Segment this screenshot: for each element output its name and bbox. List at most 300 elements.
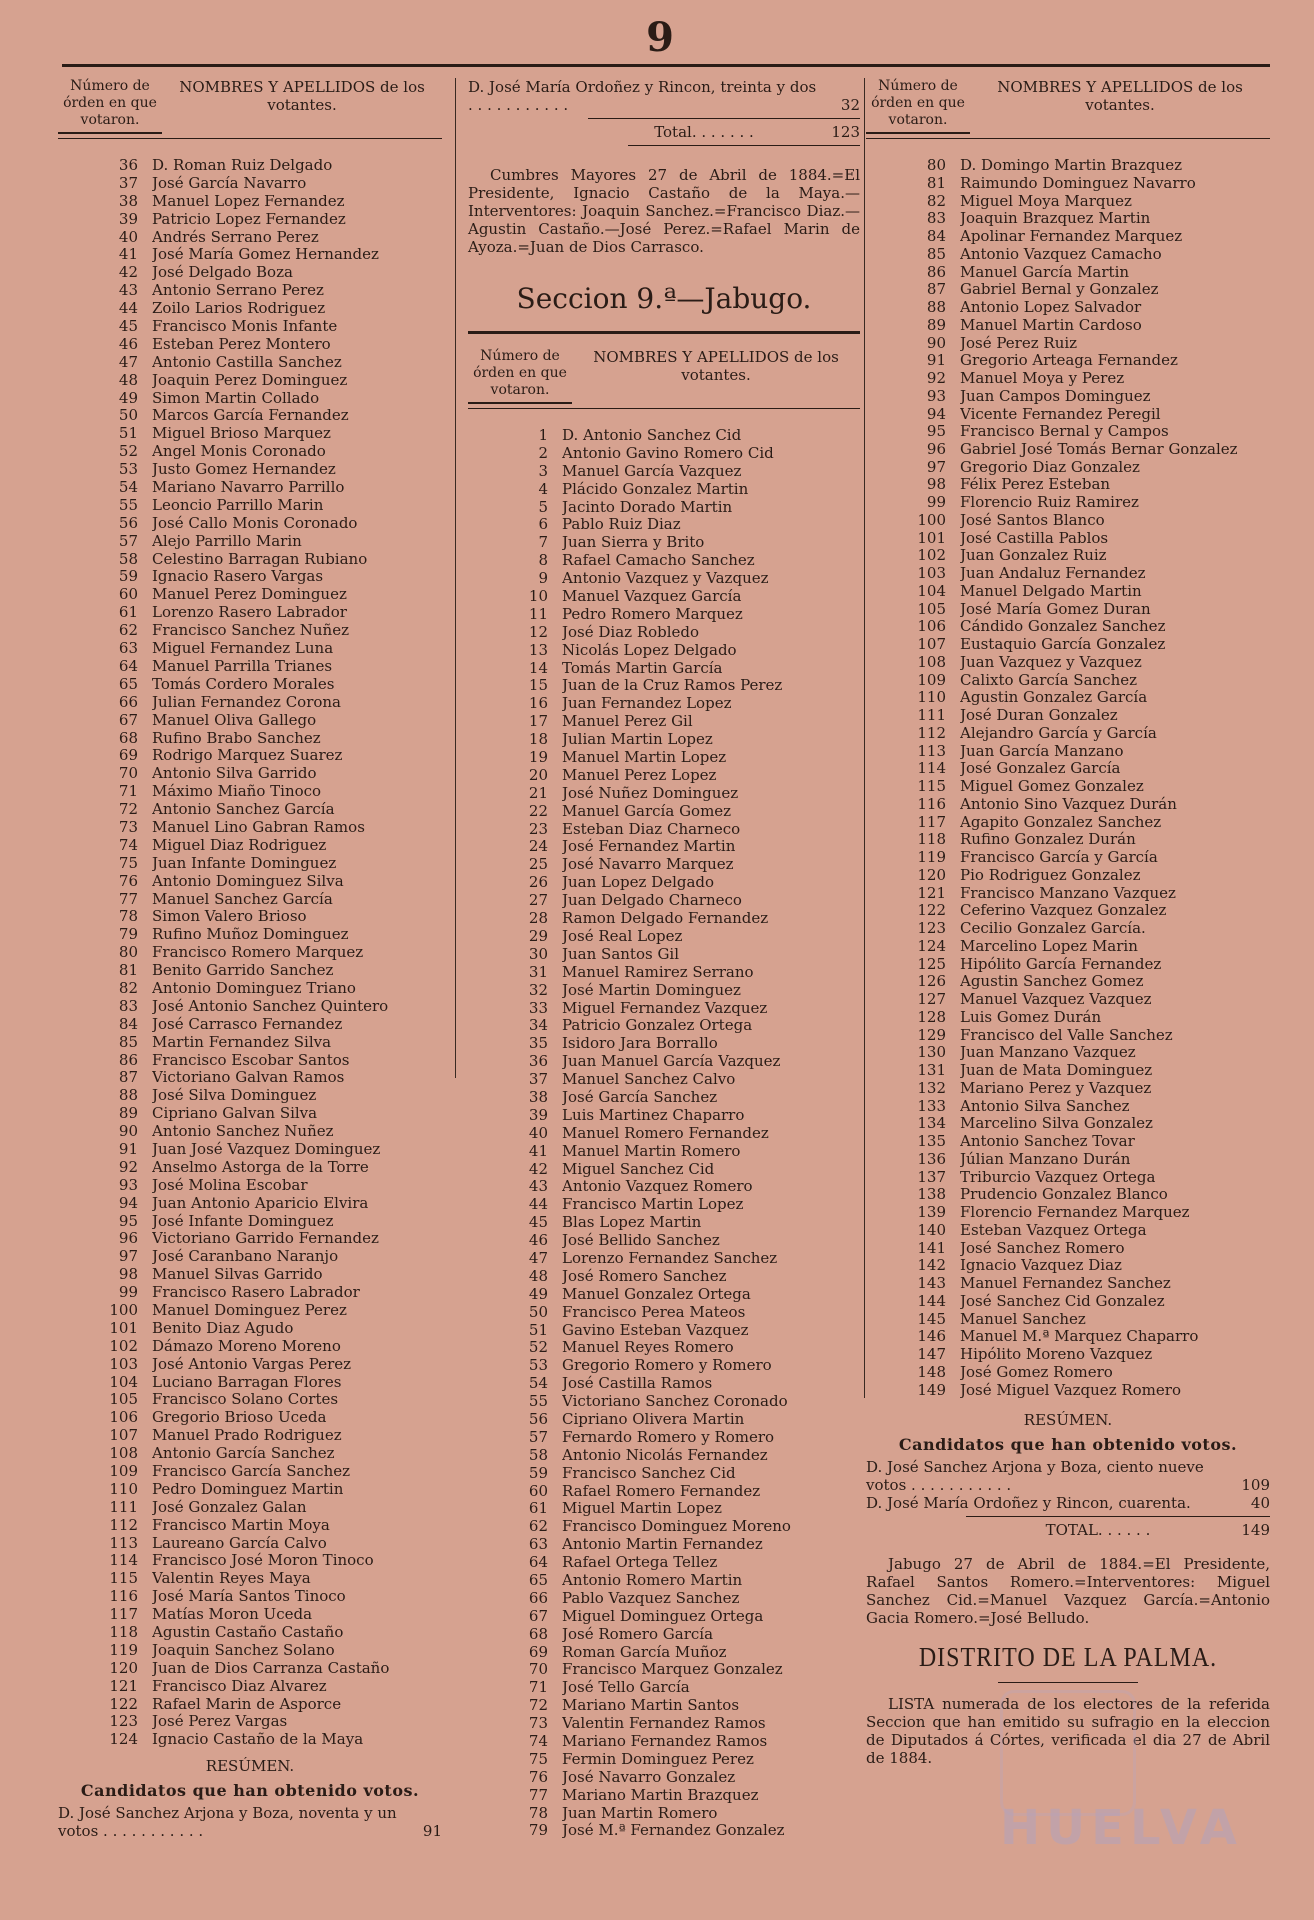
voter-row bbox=[58, 1642, 442, 1660]
voter-name: José M.ª Fernandez Gonzalez bbox=[562, 1822, 785, 1840]
voter-name: Antonio Vazquez Romero bbox=[562, 1178, 753, 1196]
voter-row bbox=[468, 1035, 860, 1053]
voter-number: 127 bbox=[917, 990, 946, 1008]
voter-number: 64 bbox=[528, 1553, 548, 1572]
voter-row bbox=[866, 938, 1270, 956]
voter-name: Manuel Delgado Martin bbox=[960, 582, 1142, 600]
voter-row bbox=[866, 885, 1270, 903]
voter-row bbox=[58, 765, 442, 783]
voter-number: 99 bbox=[118, 1283, 138, 1302]
voter-number: 91 bbox=[926, 351, 946, 370]
voter-name: Juan José Vazquez Dominguez bbox=[152, 1140, 381, 1158]
voter-row bbox=[468, 463, 860, 481]
voter-number: 41 bbox=[528, 1141, 548, 1160]
voter-row bbox=[866, 246, 1270, 264]
voter-name: José Duran Gonzalez bbox=[960, 707, 1118, 724]
voter-name: Juan Fernandez Lopez bbox=[562, 695, 732, 713]
voter-row bbox=[866, 1062, 1270, 1080]
voter-number: 23 bbox=[528, 819, 548, 838]
voter-name: Antonio Sanchez García bbox=[152, 801, 335, 819]
voter-row bbox=[866, 512, 1270, 530]
voter-row bbox=[866, 973, 1270, 991]
voter-row bbox=[58, 1391, 442, 1409]
voter-name: Francisco Martin Moya bbox=[152, 1516, 330, 1534]
voter-name: Anselmo Astorga de la Torre bbox=[152, 1158, 369, 1176]
voter-number: 79 bbox=[118, 925, 138, 944]
voter-name: Celestino Barragan Rubiano bbox=[152, 550, 368, 568]
voter-name: Luis Martinez Chaparro bbox=[562, 1106, 745, 1124]
voter-number: 96 bbox=[118, 1229, 138, 1248]
names-header: NOMBRES Y APELLIDOS de los votantes. bbox=[593, 348, 839, 384]
voter-number: 125 bbox=[917, 954, 946, 973]
voter-row bbox=[866, 317, 1270, 335]
voter-row bbox=[468, 695, 860, 713]
voter-name: Francisco Dominguez Moreno bbox=[562, 1518, 791, 1536]
voter-name: Julian Fernandez Corona bbox=[152, 693, 342, 711]
voter-number: 129 bbox=[917, 1025, 946, 1044]
voter-name: Marcos García Fernandez bbox=[152, 407, 349, 425]
voter-name: D. Domingo Martin Brazquez bbox=[960, 157, 1182, 174]
voter-name: Manuel Ramirez Serrano bbox=[562, 963, 754, 981]
voter-row bbox=[58, 1087, 442, 1105]
voter-name: Manuel Parrilla Trianes bbox=[152, 657, 333, 675]
voter-row bbox=[58, 372, 442, 390]
voter-name: Florencio Ruiz Ramirez bbox=[960, 494, 1139, 511]
voter-row bbox=[468, 642, 860, 660]
voter-name: Victoriano Garrido Fernandez bbox=[152, 1230, 379, 1248]
voter-name: Juan Infante Dominguez bbox=[152, 854, 337, 872]
voter-number: 4 bbox=[538, 479, 548, 498]
voter-name: José García Sanchez bbox=[562, 1088, 718, 1106]
voter-number: 120 bbox=[109, 1658, 138, 1677]
voter-name: Manuel Dominguez Perez bbox=[152, 1302, 347, 1319]
voter-row bbox=[866, 1009, 1270, 1027]
voter-number: 10 bbox=[528, 587, 548, 606]
voter-row bbox=[866, 1328, 1270, 1346]
voter-number: 90 bbox=[926, 333, 946, 352]
voter-name: Marcelino Lopez Marin bbox=[960, 937, 1138, 955]
voter-name: Joaquin Perez Dominguez bbox=[152, 371, 348, 389]
voter-row bbox=[468, 1250, 860, 1268]
voter-number: 123 bbox=[109, 1712, 138, 1731]
voter-name: José Miguel Vazquez Romero bbox=[960, 1381, 1181, 1399]
voter-name: Francisco Sanchez Nuñez bbox=[152, 622, 349, 640]
voter-name: Ceferino Vazquez Gonzalez bbox=[960, 902, 1167, 920]
voter-row bbox=[866, 335, 1270, 353]
voter-number: 80 bbox=[926, 156, 946, 174]
voter-number: 118 bbox=[917, 830, 946, 849]
voter-name: Marcelino Silva Gonzalez bbox=[960, 1115, 1153, 1133]
voter-name: Agustin Castaño Castaño bbox=[152, 1624, 344, 1642]
voter-row bbox=[866, 796, 1270, 814]
resumen-heading: RESÚMEN. bbox=[1023, 1411, 1113, 1430]
voter-name: Manuel Martin Cardoso bbox=[960, 316, 1142, 334]
voter-name: Manuel Perez Lopez bbox=[562, 766, 717, 784]
voter-name: Simon Martin Collado bbox=[152, 389, 320, 407]
voter-name: Luis Gomez Durán bbox=[960, 1008, 1102, 1026]
voter-row bbox=[866, 1293, 1270, 1311]
voter-row bbox=[58, 533, 442, 551]
voter-number: 52 bbox=[118, 442, 138, 461]
voter-row bbox=[866, 388, 1270, 406]
voter-name: José Molina Escobar bbox=[152, 1176, 308, 1194]
candidate-line bbox=[58, 1804, 442, 1840]
voter-row bbox=[58, 604, 442, 622]
voter-name: Francisco Romero Marquez bbox=[152, 944, 364, 962]
voter-number: 61 bbox=[528, 1499, 548, 1518]
voter-row bbox=[58, 694, 442, 712]
voter-row bbox=[468, 1411, 860, 1429]
voter-number: 112 bbox=[109, 1515, 138, 1534]
voter-name: Antonio Vazquez Camacho bbox=[960, 245, 1162, 263]
voter-name: Hipólito Moreno Vazquez bbox=[960, 1346, 1153, 1363]
voter-number: 62 bbox=[118, 621, 138, 640]
voter-row bbox=[58, 1266, 442, 1284]
voter-number: 67 bbox=[118, 710, 138, 729]
voter-number: 25 bbox=[528, 855, 548, 874]
voter-row bbox=[58, 1302, 442, 1320]
voter-name: Miguel Brioso Marquez bbox=[152, 425, 331, 443]
voter-name: Juan Gonzalez Ruiz bbox=[960, 547, 1107, 565]
voter-number: 86 bbox=[926, 262, 946, 281]
voter-row bbox=[468, 713, 860, 731]
voter-name: Antonio Sino Vazquez Durán bbox=[960, 795, 1177, 813]
district-rule bbox=[998, 1682, 1138, 1683]
voter-name: Manuel Martin Lopez bbox=[562, 749, 727, 767]
voter-row bbox=[468, 1071, 860, 1089]
voter-number: 15 bbox=[528, 676, 548, 695]
voter-row bbox=[58, 497, 442, 515]
voter-row bbox=[468, 1214, 860, 1232]
voter-name: Rafael Ortega Tellez bbox=[562, 1554, 718, 1572]
voter-name: José Diaz Robledo bbox=[562, 623, 700, 641]
voter-row bbox=[468, 677, 860, 695]
voter-number: 16 bbox=[528, 694, 548, 713]
voter-row bbox=[58, 622, 442, 640]
voter-name: Antonio Nicolás Fernandez bbox=[562, 1446, 768, 1464]
voter-name: Juan Campos Dominguez bbox=[960, 387, 1151, 405]
voter-row bbox=[468, 856, 860, 874]
voter-name: Manuel M.ª Marquez Chaparro bbox=[960, 1328, 1199, 1346]
voter-row bbox=[866, 476, 1270, 494]
voter-name: Cipriano Galvan Silva bbox=[152, 1105, 318, 1123]
voter-row bbox=[468, 749, 860, 767]
voter-name: Alejandro García y García bbox=[960, 724, 1157, 742]
voter-number: 68 bbox=[118, 728, 138, 747]
voter-row bbox=[866, 707, 1270, 725]
voter-number: 76 bbox=[118, 871, 138, 890]
voter-name: Raimundo Dominguez Navarro bbox=[960, 174, 1196, 192]
voter-number: 113 bbox=[109, 1533, 138, 1552]
voter-number: 70 bbox=[528, 1660, 548, 1679]
voter-row bbox=[468, 1286, 860, 1304]
voter-row bbox=[58, 515, 442, 533]
voter-name: Manuel Vazquez Vazquez bbox=[960, 991, 1152, 1008]
voter-name: Ramon Delgado Fernandez bbox=[562, 910, 769, 928]
voter-number: 145 bbox=[917, 1309, 946, 1328]
voter-number: 75 bbox=[528, 1749, 548, 1768]
voter-number: 82 bbox=[118, 978, 138, 997]
voter-number: 101 bbox=[109, 1318, 138, 1337]
voter-row bbox=[468, 785, 860, 803]
voter-number: 92 bbox=[926, 369, 946, 387]
voter-name: Francisco Escobar Santos bbox=[152, 1051, 350, 1069]
voter-number: 122 bbox=[109, 1694, 138, 1713]
voter-list-jabugo-cont bbox=[866, 157, 1270, 1399]
voter-row bbox=[58, 640, 442, 658]
voter-number: 82 bbox=[926, 191, 946, 210]
voter-row bbox=[468, 874, 860, 892]
voter-number: 43 bbox=[528, 1177, 548, 1196]
voter-number: 36 bbox=[118, 156, 138, 174]
voter-row bbox=[866, 760, 1270, 778]
voter-name: José Navarro Gonzalez bbox=[562, 1768, 736, 1786]
voter-number: 42 bbox=[118, 263, 138, 282]
voter-name: Roman García Muñoz bbox=[562, 1643, 727, 1661]
total-votes: 123 bbox=[831, 123, 860, 141]
voter-row bbox=[58, 1230, 442, 1248]
voter-number: 49 bbox=[118, 388, 138, 407]
voter-number: 137 bbox=[917, 1167, 946, 1186]
voter-row bbox=[58, 1517, 442, 1535]
voter-name: Rufino Muñoz Dominguez bbox=[152, 926, 349, 944]
voter-number: 136 bbox=[917, 1149, 946, 1168]
voter-number: 117 bbox=[109, 1605, 138, 1624]
voter-name: Manuel Sanchez García bbox=[152, 890, 333, 908]
voter-row bbox=[866, 1098, 1270, 1116]
voter-number: 68 bbox=[528, 1624, 548, 1643]
voter-name: Vicente Fernandez Peregil bbox=[960, 405, 1161, 423]
voter-number: 115 bbox=[917, 777, 946, 795]
voter-number: 36 bbox=[528, 1052, 548, 1071]
voter-row bbox=[468, 660, 860, 678]
voter-row bbox=[866, 956, 1270, 974]
voter-row bbox=[866, 920, 1270, 938]
voter-name: Francisco García Sanchez bbox=[152, 1463, 351, 1481]
voter-name: Esteban Perez Montero bbox=[152, 335, 331, 353]
voter-row bbox=[468, 1733, 860, 1751]
voter-name: Juan de la Cruz Ramos Perez bbox=[562, 677, 783, 695]
voter-number: 84 bbox=[926, 227, 946, 245]
district-intro: LISTA numerada de los electores de la referida Seccion que han emitido su sufragio en la eleccion de Diputados á Córtes, verificada el dia 27 de Abril de 1884. bbox=[866, 1695, 1270, 1768]
voter-row bbox=[58, 1481, 442, 1499]
voter-row bbox=[468, 1518, 860, 1536]
voter-row bbox=[468, 1554, 860, 1572]
voter-row bbox=[58, 998, 442, 1016]
voter-row bbox=[468, 1465, 860, 1483]
voter-number: 33 bbox=[528, 998, 548, 1017]
voter-name: Juan Santos Gil bbox=[562, 945, 680, 963]
voter-row bbox=[866, 1382, 1270, 1400]
voter-row bbox=[58, 1320, 442, 1338]
total-line bbox=[966, 1516, 1270, 1539]
voter-number: 149 bbox=[917, 1380, 946, 1399]
voter-number: 123 bbox=[917, 919, 946, 937]
voter-row bbox=[468, 1304, 860, 1322]
voter-name: Francisco Marquez Gonzalez bbox=[562, 1661, 783, 1679]
voter-name: Calixto García Sanchez bbox=[960, 671, 1138, 689]
voter-row bbox=[866, 530, 1270, 548]
voter-number: 8 bbox=[538, 551, 548, 570]
voter-number: 49 bbox=[528, 1284, 548, 1303]
voter-name: Francisco Bernal y Campos bbox=[960, 423, 1169, 441]
voter-name: Eustaquio García Gonzalez bbox=[960, 636, 1166, 653]
voter-number: 44 bbox=[118, 299, 138, 318]
voter-name: Manuel García Martin bbox=[960, 263, 1130, 281]
voter-row bbox=[866, 441, 1270, 459]
voter-number: 60 bbox=[528, 1481, 548, 1500]
voter-row bbox=[468, 838, 860, 856]
voter-row bbox=[866, 601, 1270, 619]
voter-row bbox=[58, 1052, 442, 1070]
voter-row bbox=[58, 1177, 442, 1195]
total-votes: 149 bbox=[1241, 1521, 1270, 1540]
voter-number: 44 bbox=[528, 1195, 548, 1214]
voter-name: José García Navarro bbox=[152, 174, 307, 192]
voter-name: Esteban Diaz Charneco bbox=[562, 820, 741, 838]
voter-number: 107 bbox=[917, 635, 946, 653]
voter-name: Manuel Silvas Garrido bbox=[152, 1266, 323, 1284]
voter-number: 22 bbox=[528, 801, 548, 820]
voter-row bbox=[58, 1356, 442, 1374]
page-number: 9 bbox=[646, 14, 674, 61]
voter-number: 37 bbox=[528, 1070, 548, 1089]
voter-name: Matías Moron Uceda bbox=[152, 1606, 313, 1624]
voter-number: 55 bbox=[528, 1392, 548, 1411]
voter-name: José Sanchez Cid Gonzalez bbox=[960, 1292, 1165, 1310]
voter-number: 108 bbox=[109, 1444, 138, 1463]
voter-name: Plácido Gonzalez Martin bbox=[562, 480, 749, 498]
voter-number: 110 bbox=[917, 688, 946, 707]
voter-number: 47 bbox=[528, 1248, 548, 1267]
voter-name: José Martin Dominguez bbox=[562, 981, 741, 999]
voter-number: 91 bbox=[118, 1139, 138, 1158]
voter-name: Gregorio Brioso Uceda bbox=[152, 1409, 327, 1427]
voter-number: 37 bbox=[118, 173, 138, 192]
voter-number: 140 bbox=[917, 1220, 946, 1239]
voter-number: 71 bbox=[118, 782, 138, 801]
voter-row bbox=[58, 855, 442, 873]
voter-number: 99 bbox=[926, 493, 946, 511]
voter-row bbox=[866, 1133, 1270, 1151]
voter-row bbox=[866, 1151, 1270, 1169]
voter-name: Jacinto Dorado Martin bbox=[562, 498, 733, 516]
voter-row bbox=[468, 1590, 860, 1608]
voter-number: 78 bbox=[528, 1803, 548, 1822]
voter-row bbox=[58, 229, 442, 247]
voter-row bbox=[468, 1053, 860, 1071]
voter-name: José Castilla Ramos bbox=[562, 1375, 713, 1393]
voter-name: Dámazo Moreno Moreno bbox=[152, 1337, 341, 1355]
voter-name: Juan Andaluz Fernandez bbox=[960, 565, 1146, 582]
voter-number: 42 bbox=[528, 1159, 548, 1178]
voter-name: Francisco García y García bbox=[960, 849, 1158, 866]
voter-row bbox=[866, 1240, 1270, 1258]
voter-number: 87 bbox=[926, 280, 946, 299]
closing-text: Cumbres Mayores 27 de Abril de 1884.=El Presidente, Ignacio Castaño de la Maya.—Interventores: Joaquin Sanchez.=Francisco Diaz.—Agustin Castaño.—José Perez.=Rafael Marin de Ayoza.=Juan de Dios Carrasco. bbox=[468, 166, 860, 256]
voter-name: Francisco Perea Mateos bbox=[562, 1303, 746, 1321]
voter-row bbox=[468, 1232, 860, 1250]
column-3 bbox=[866, 78, 1270, 1767]
voter-name: José Castilla Pablos bbox=[960, 529, 1109, 547]
voter-number: 130 bbox=[917, 1043, 946, 1062]
voter-row bbox=[468, 427, 860, 445]
voter-row bbox=[468, 606, 860, 624]
voter-row bbox=[468, 1447, 860, 1465]
voter-number: 43 bbox=[118, 281, 138, 300]
column-1 bbox=[58, 78, 442, 1840]
order-number-header: Número de órden en que votaron. bbox=[58, 78, 162, 134]
voter-row bbox=[866, 264, 1270, 282]
district-title: DISTRITO DE LA PALMA. bbox=[918, 1643, 1218, 1674]
voter-row bbox=[58, 1409, 442, 1427]
voter-name: Antonio Sanchez Nuñez bbox=[152, 1123, 334, 1141]
voter-number: 104 bbox=[917, 581, 946, 600]
section-rule bbox=[468, 331, 860, 334]
voter-name: Martin Fernandez Silva bbox=[152, 1033, 332, 1051]
voter-name: Zoilo Larios Rodriguez bbox=[152, 300, 326, 318]
voter-row bbox=[866, 1115, 1270, 1133]
voter-row bbox=[58, 926, 442, 944]
voter-name: Miguel Gomez Gonzalez bbox=[960, 778, 1144, 795]
voter-name: José Silva Dominguez bbox=[152, 1087, 317, 1105]
candidate-name: D. José María Ordoñez y Rincon, treinta y dos . . . . . . . . . . . bbox=[468, 78, 817, 114]
voter-name: José María Gomez Hernandez bbox=[152, 246, 379, 264]
voter-number: 14 bbox=[528, 658, 548, 677]
voter-name: Fernardo Romero y Romero bbox=[562, 1428, 775, 1446]
voter-number: 122 bbox=[917, 901, 946, 920]
voter-number: 85 bbox=[118, 1032, 138, 1051]
voter-name: Manuel Martin Romero bbox=[562, 1142, 741, 1160]
voter-name: José Caranbano Naranjo bbox=[152, 1248, 339, 1266]
voter-name: Juan Delgado Charneco bbox=[562, 892, 742, 910]
voter-row bbox=[866, 654, 1270, 672]
voter-name: Rafael Marin de Asporce bbox=[152, 1695, 342, 1713]
voter-row bbox=[468, 624, 860, 642]
voter-row bbox=[866, 743, 1270, 761]
voter-name: Antonio Vazquez y Vazquez bbox=[562, 570, 769, 588]
column-2 bbox=[468, 78, 860, 1840]
voter-row bbox=[468, 1483, 860, 1501]
voter-number: 94 bbox=[926, 404, 946, 423]
voter-name: Leoncio Parrillo Marin bbox=[152, 496, 324, 514]
voter-name: Juan Lopez Delgado bbox=[562, 874, 715, 892]
candidate-line bbox=[866, 1494, 1270, 1512]
voter-name: Francisco Martin Lopez bbox=[562, 1196, 744, 1214]
voter-row bbox=[866, 849, 1270, 867]
voter-name: José María Gomez Duran bbox=[960, 600, 1151, 618]
voter-name: Rafael Camacho Sanchez bbox=[562, 552, 755, 570]
voter-name: Gregorio Arteaga Fernandez bbox=[960, 352, 1178, 370]
voter-name: Julian Martin Lopez bbox=[562, 731, 713, 749]
voter-row bbox=[866, 689, 1270, 707]
voter-row bbox=[58, 318, 442, 336]
voter-number: 103 bbox=[109, 1354, 138, 1373]
voter-number: 108 bbox=[917, 652, 946, 671]
candidates-title: Candidatos que han obtenido votos. bbox=[898, 1435, 1238, 1455]
voter-number: 93 bbox=[118, 1175, 138, 1194]
voter-name: Rufino Gonzalez Durán bbox=[960, 831, 1136, 849]
voter-row bbox=[58, 1034, 442, 1052]
voter-row bbox=[468, 1697, 860, 1715]
voter-number: 9 bbox=[538, 569, 548, 588]
voter-row bbox=[58, 551, 442, 569]
voter-name: Manuel Perez Gil bbox=[562, 713, 693, 731]
voter-row bbox=[58, 1123, 442, 1141]
voter-name: Rafael Romero Fernandez bbox=[562, 1482, 761, 1500]
voter-number: 126 bbox=[917, 972, 946, 991]
voter-number: 109 bbox=[109, 1462, 138, 1481]
